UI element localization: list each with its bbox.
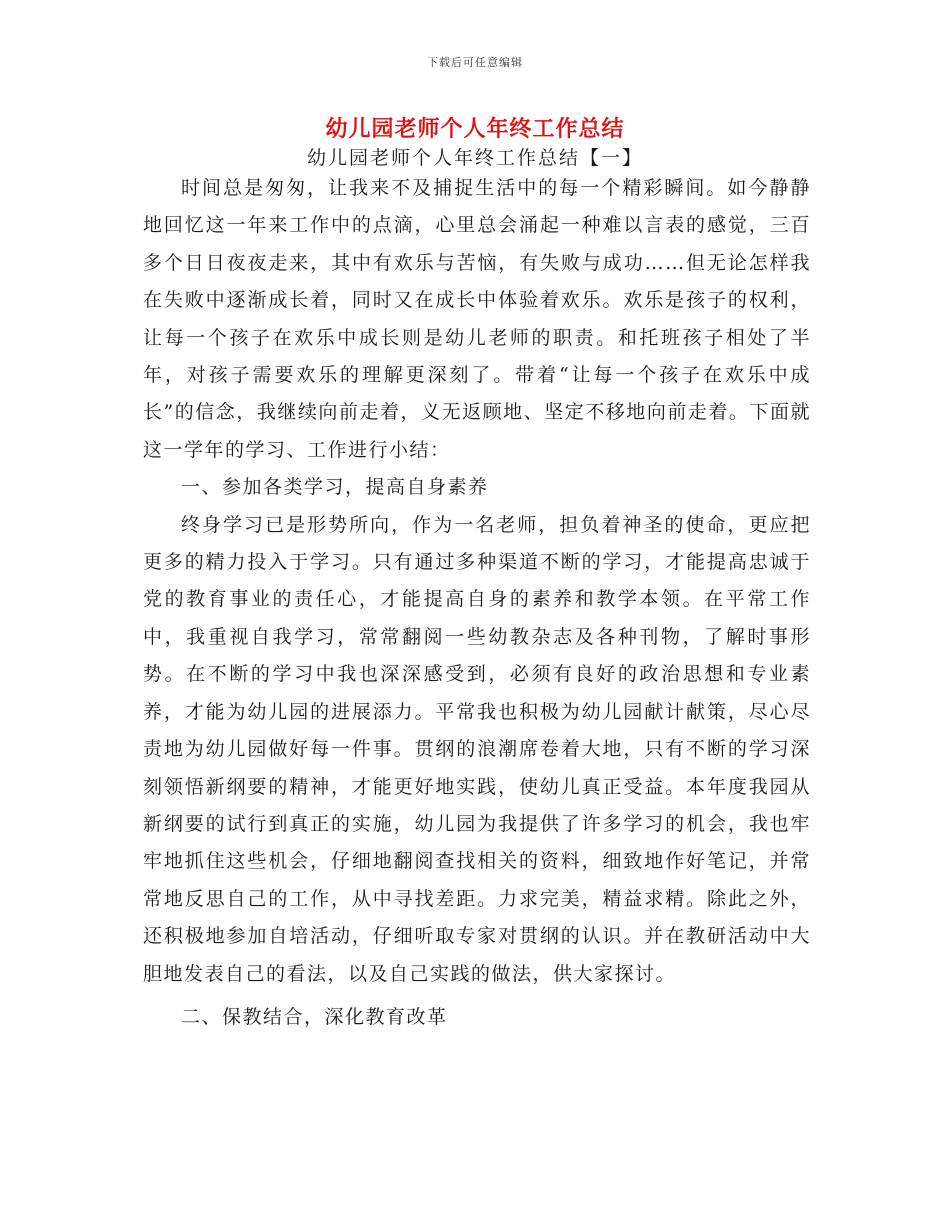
document-body [143,170,811,1036]
intro-paragraph: 时间总是匆匆，让我来不及捕捉生活中的每一个精彩瞬间。如今静静地回忆这一年来工作中的点滴，心里总会涌起一种难以言表的感觉，三百多个日日夜夜走来，其中有欢乐与苦恼，有失败与成功……但无论怎样我在失败中逐渐成长着，同时又在成长中体验着欢乐。欢乐是孩子的权利，让每一个孩子在欢乐中成长则是幼儿老师的职责。和托班孩子相处了半年，对孩子需要欢乐的理解更深刻了。带着“让每一个孩子在欢乐中成长”的信念，我继续向前走着，义无返顾地、坚定不移地向前走着。下面就这一学年的学习、工作进行小结： [143,177,811,461]
section-heading-1: 一、参加各类学习，提高自身素养 [181,476,489,499]
section-heading-2: 二、保教结合，深化教育改革 [181,1005,448,1028]
document-subtitle: 幼儿园老师个人年终工作总结【一】 [306,147,643,169]
document-title: 幼儿园老师个人年终工作总结 [325,116,625,142]
section-paragraph-1: 终身学习已是形势所向，作为一名老师，担负着神圣的使命，更应把更多的精力投入于学习。只有通过多种渠道不断的学习，才能提高忠诚于党的教育事业的责任心，才能提高自身的素养和教学本领。在平常工作中，我重视自我学习，常常翻阅一些幼教杂志及各种刊物，了解时事形势。在不断的学习中我也深深感受到，必须有良好的政治思想和专业素养，才能为幼儿园的进展添力。平常我也积极为幼儿园献计献策，尽心尽责地为幼儿园做好每一件事。贯纲的浪潮席卷着大地，只有不断的学习深刻领悟新纲要的精神，才能更好地实践，使幼儿真正受益。本年度我园从新纲要的试行到真正的实施，幼儿园为我提供了许多学习的机会，我也牢牢地抓住这些机会，仔细地翻阅查找相关的资料，细致地作好笔记，并常常地反思自己的工作，从中寻找差距。力求完美，精益求精。除此之外，还积极地参加自培活动，仔细听取专家对贯纲的认识。并在教研活动中大胆地发表自己的看法，以及自己实践的做法，供大家探讨。 [143,513,811,985]
page-header-note: 下载后可任意编辑 [427,56,523,69]
